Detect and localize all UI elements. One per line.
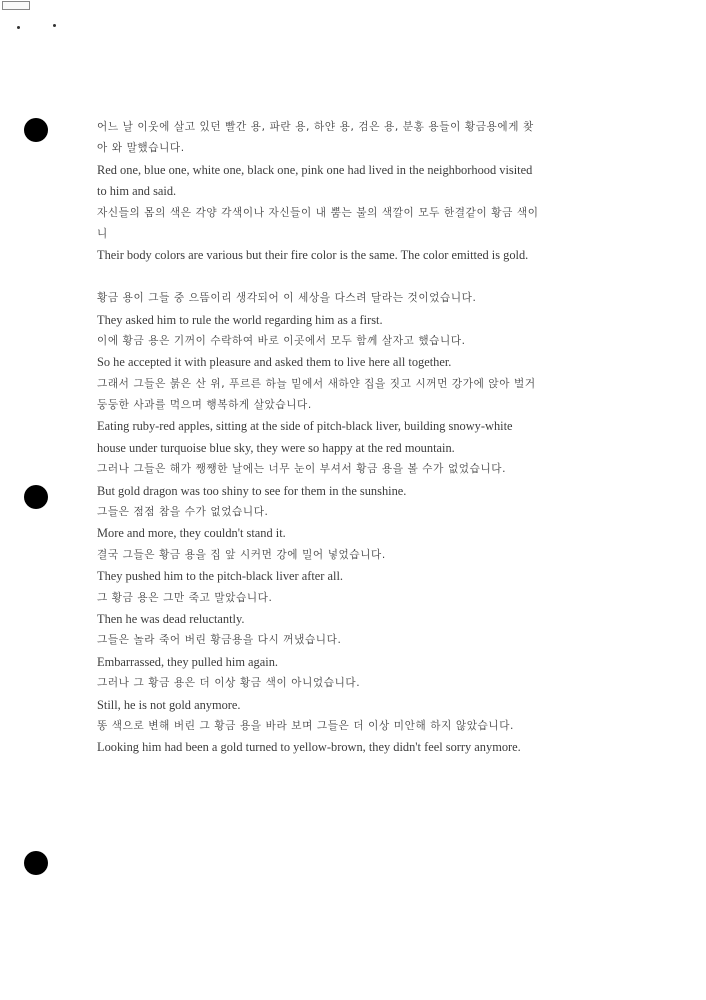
punch-hole-middle [24,485,48,509]
english-line: Red one, blue one, white one, black one, pink one had lived in the neighborhood visited [97,162,533,177]
korean-line: 그러나 그 황금 용은 더 이상 황금 색이 아니었습니다. [97,677,361,690]
korean-line: 그들은 놀라 죽어 버린 황금용을 다시 꺼냈습니다. [97,634,342,647]
english-line: Embarrassed, they pulled him again. [97,654,278,669]
korean-line: 그래서 그들은 붉은 산 위, 푸르른 하늘 밑에서 새하얀 집을 짓고 시꺼먼 강가에 앉아 벌거 [97,377,536,390]
english-line: More and more, they couldn't stand it. [97,526,286,541]
korean-line: 그들은 점점 참을 수가 없었습니다. [97,506,269,519]
korean-line: 어느 날 이웃에 살고 있던 빨간 용, 파란 용, 하얀 용, 검은 용, 분홍 용들이 황금용에게 찾 [97,121,534,133]
punch-hole-bottom [24,851,48,875]
korean-line: 아 와 말했습니다. [97,142,185,155]
english-line: Then he was dead reluctantly. [97,611,245,626]
punch-hole-top [24,118,48,142]
korean-line: 둥둥한 사과를 먹으며 행복하게 살았습니다. [97,399,312,412]
english-line: Looking him had been a gold turned to yellow-brown, they didn't feel sorry anymore. [97,740,521,755]
english-line: Eating ruby-red apples, sitting at the side of pitch-black liver, building snowy-white [97,419,513,434]
korean-line: 자신들의 몸의 색은 각양 각색이나 자신들이 내 뿜는 불의 색깔이 모두 한결같이 황금 색이 [97,206,539,219]
english-line: So he accepted it with pleasure and asked them to live here all together. [97,355,452,370]
korean-line: 황금 용이 그들 중 으뜸이리 생각되어 이 세상을 다스려 달라는 것이었습니다. [97,292,477,305]
story-text [97,117,617,759]
english-line: They pushed him to the pitch-black liver after all. [97,569,344,584]
korean-line: 니 [97,227,108,240]
english-line: They asked him to rule the world regarding him as a first. [97,312,383,327]
english-line: house under turquoise blue sky, they were so happy at the red mountain. [97,440,455,455]
scan-speck [17,26,20,29]
english-line: But gold dragon was too shiny to see for them in the sunshine. [97,483,407,498]
english-line: to him and said. [97,184,177,199]
korean-line: 똥 색으로 변해 버린 그 황금 용을 바라 보며 그들은 더 이상 미안해 하지 않았습니다. [97,719,515,732]
korean-line: 그러나 그들은 해가 쨍쨍한 날에는 너무 눈이 부셔서 황금 용을 볼 수가 없었습니다. [97,463,507,476]
scan-speck [53,24,56,27]
english-line: Still, he is not gold anymore. [97,697,241,712]
scanner-stamp [2,1,30,10]
korean-line: 결국 그들은 황금 용을 집 앞 시커먼 강에 밀어 넣었습니다. [97,548,386,561]
korean-line: 그 황금 용은 그만 죽고 말았습니다. [97,591,273,604]
english-line: Their body colors are various but their fire color is the same. The color emitted is gold. [97,248,529,263]
paragraph-gap [97,267,617,288]
korean-line: 이에 황금 용은 기꺼이 수락하여 바로 이곳에서 모두 함께 살자고 했습니다. [97,334,466,347]
